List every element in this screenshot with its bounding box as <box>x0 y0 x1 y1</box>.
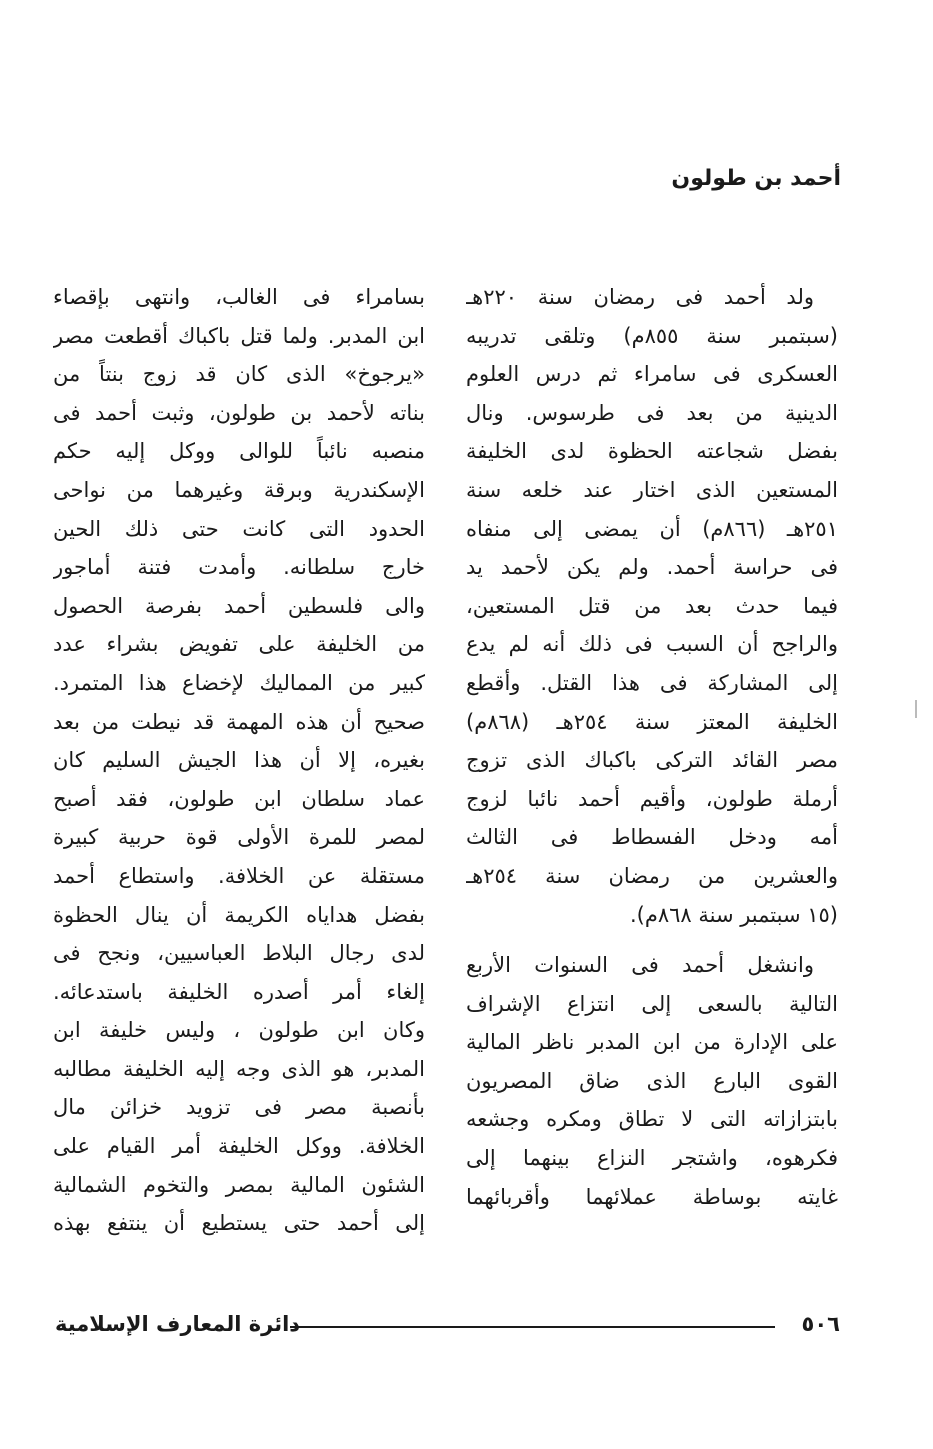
text-line: من الخليفة على تفويض بشراء عدد <box>53 632 425 657</box>
text-line: (١٥ سبتمبر سنة ٨٦٨م). <box>629 902 838 927</box>
text-line: وانشغل أحمد فى السنوات الأربع <box>466 953 814 978</box>
paragraph-gap <box>466 934 838 946</box>
text-line: إلغاء أمر أصدره الخليفة باستدعائه. <box>53 979 425 1004</box>
text-line: خارج سلطانه. وأمدت فتنة أماجور <box>53 555 425 580</box>
text-line: المدبر، هو الذى وجه إليه الخليفة مطالبه <box>53 1056 425 1081</box>
text-line: ولد أحمد فى رمضان سنة ٢٢٠هـ <box>466 285 814 309</box>
page-footer <box>55 1306 840 1342</box>
text-line: فكرهوه، واشتجر النزاع بينهما إلى <box>466 1146 838 1171</box>
running-head: أحمد بن طولون <box>671 166 841 191</box>
text-line: العسكرى فى سامراء ثم درس العلوم <box>466 362 838 387</box>
text-line: الخليفة المعتز سنة ٢٥٤هـ (٨٦٨م) <box>466 709 838 734</box>
text-line: عماد سلطان ابن طولون، فقد أصبح <box>53 786 425 811</box>
text-line: والى فلسطين أحمد بفرصة الحصول <box>53 593 425 618</box>
text-line: القوى البارع الذى ضاق المصريون <box>466 1068 838 1093</box>
text-line: إلى أحمد حتى يستطيع أن ينتفع بهذه <box>53 1211 425 1236</box>
text-line: مصر القائد التركى باكباك الذى تزوج <box>466 748 838 773</box>
text-line: وكان ابن طولون ، وليس خليفة ابن <box>53 1018 425 1043</box>
text-line: بابتزازاته التى لا تطاق ومكره وجشعه <box>466 1107 838 1132</box>
footer-rule <box>290 1326 775 1328</box>
paragraph <box>53 278 425 1243</box>
text-line: المستعين الذى اختار عند خلعه سنة <box>466 477 838 502</box>
text-line: بسامراء فى الغالب، وانتهى بإقصاء <box>53 285 425 309</box>
text-line: (سبتمبر سنة ٨٥٥م) وتلقى تدريبه <box>466 323 838 348</box>
margin-mark <box>915 700 917 718</box>
text-line: بأنصبة مصر فى تزويد خزائن مال <box>53 1095 425 1120</box>
text-line: أمه ودخل الفسطاط فى الثالث <box>466 825 838 850</box>
text-line: على الإدارة من ابن المدبر ناظر المالية <box>466 1030 838 1055</box>
text-line: الخلافة. ووكل الخليفة أمر القيام على <box>53 1134 425 1159</box>
text-line: إلى المشاركة فى هذا القتل. وأقطع <box>466 670 838 695</box>
page-number: ٥٠٦ <box>801 1312 840 1336</box>
text-line: صحيح أن هذه المهمة قد نيطت من بعد <box>53 709 425 734</box>
text-line: الحدود التى كانت حتى ذلك الحين <box>53 516 425 541</box>
text-line: بغيره، إلا أن هذا الجيش السليم كان <box>53 748 425 773</box>
text-line: الإسكندرية وبرقة وغيرهما من نواحى <box>53 477 425 502</box>
text-line: مستقلة عن الخلافة. واستطاع أحمد <box>53 863 425 888</box>
text-line: كبير من المماليك لإخضاع هذا المتمرد. <box>53 670 425 695</box>
text-line: الشئون المالية بمصر والتخوم الشمالية <box>53 1172 425 1197</box>
text-line: والعشرين من رمضان سنة ٢٥٤هـ <box>466 863 838 888</box>
text-line: لدى رجال البلاط العباسيين، ونجح فى <box>53 941 425 966</box>
text-line: فيما حدث بعد من قتل المستعين، <box>466 593 838 618</box>
text-line: لمصر للمرة الأولى قوة حربية كبيرة <box>53 825 425 850</box>
text-line: «يرجوخ» الذى كان قد زوج بنتاً من <box>53 362 425 387</box>
text-column-left <box>53 278 425 1243</box>
text-line: غايته بوساطة عملائهما وأقربائهما <box>466 1184 838 1209</box>
text-line: التالية بالسعى إلى انتزاع الإشراف <box>466 991 838 1016</box>
paragraph <box>466 278 838 934</box>
text-line: ٢٥١هـ (٨٦٦م) أن يمضى إلى منفاه <box>466 516 838 541</box>
text-line: بفضل هداياه الكريمة أن ينال الحظوة <box>53 902 425 927</box>
text-line: فى حراسة أحمد. ولم يكن لأحمد يد <box>466 555 838 580</box>
text-line: أرملة طولون، وأقيم أحمد نائبا لزوج <box>466 786 838 811</box>
text-line: بناته لأحمد بن طولون، وثبت أحمد فى <box>53 400 425 425</box>
footer-title: دائرة المعارف الإسلامية <box>55 1312 301 1336</box>
text-line: ابن المدبر. ولما قتل باكباك أقطعت مصر <box>53 323 425 348</box>
text-line: والراجح أن السبب فى ذلك أنه لم يدع <box>466 632 838 657</box>
paragraph <box>466 946 838 1216</box>
text-column-right <box>466 278 838 1216</box>
text-line: بفضل شجاعته الحظوة لدى الخليفة <box>466 439 838 464</box>
text-line: منصبه نائباً للوالى ووكل إليه حكم <box>53 439 425 464</box>
text-line: الدينية من بعد فى طرسوس. ونال <box>466 400 838 425</box>
